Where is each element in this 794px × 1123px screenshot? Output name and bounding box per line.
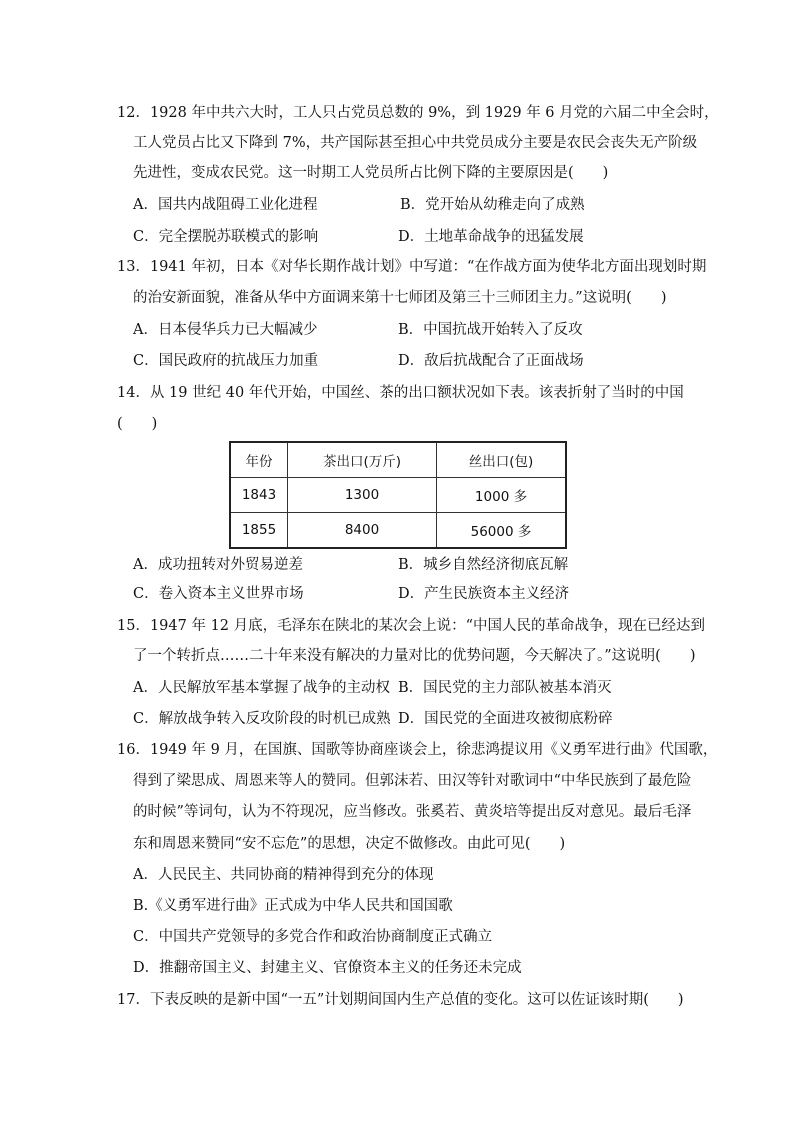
question-12-line-3: 先进性，变成农民党。这一时期工人党员所占比例下降的主要原因是( ) [133, 165, 609, 181]
question-15-option-c[interactable]: C．解放战争转入反攻阶段的时机已成熟 [133, 711, 391, 727]
table-cell: 1300 [288, 478, 437, 513]
question-15-line-2: 了一个转折点……二十年来没有解决的力量对比的优势问题，今天解决了。”这说明( ) [133, 648, 696, 664]
question-13-line-1: 13．1941 年初，日本《对华长期作战计划》中写道：“在作战方面为使华北方面出现划时期 [117, 259, 707, 275]
question-16-option-c[interactable]: C．中国共产党领导的多党合作和政治协商制度正式确立 [133, 929, 493, 945]
question-14-option-a[interactable]: A．成功扭转对外贸易逆差 [133, 557, 303, 573]
question-14-option-c[interactable]: C．卷入资本主义世界市场 [133, 586, 304, 602]
table-header-silk: 丝出口(包) [437, 442, 567, 478]
export-table [229, 441, 567, 549]
table-row [230, 513, 566, 549]
table-cell: 8400 [288, 513, 437, 549]
table-header-row [230, 442, 566, 478]
question-17-line-1: 17．下表反映的是新中国“一五”计划期间国内生产总值的变化。这可以佐证该时期( ) [117, 992, 684, 1008]
table-cell: 56000 多 [437, 513, 567, 549]
question-12-option-d[interactable]: D．土地革命战争的迅猛发展 [398, 229, 584, 245]
question-16-line-3: 的时候”等词句，认为不符现况，应当修改。张奚若、黄炎培等提出反对意见。最后毛泽 [133, 804, 692, 820]
table-row [230, 478, 566, 513]
question-16-line-2: 得到了梁思成、周恩来等人的赞同。但郭沫若、田汉等针对歌词中“中华民族到了最危险 [133, 773, 692, 789]
question-16-line-4: 东和周恩来赞同“安不忘危”的思想，决定不做修改。由此可见( ) [133, 836, 566, 852]
question-12-line-1: 12．1928 年中共六大时，工人只占党员总数的 9%，到 1929 年 6 月党的六届二中全会时， [117, 105, 719, 121]
question-13-option-b[interactable]: B．中国抗战开始转入了反攻 [398, 322, 583, 338]
question-14-line-2: ( ) [117, 416, 158, 432]
question-14-option-d[interactable]: D．产生民族资本主义经济 [398, 586, 570, 602]
question-15-option-a[interactable]: A．人民解放军基本掌握了战争的主动权 [133, 680, 390, 696]
question-15-option-b[interactable]: B．国民党的主力部队被基本消灭 [398, 680, 612, 696]
question-12-option-b[interactable]: B．党开始从幼稚走向了成熟 [400, 197, 585, 213]
question-12-line-2: 工人党员占比又下降到 7%，共产国际甚至担心中共党员成分主要是农民会丧失无产阶级 [133, 135, 698, 151]
table-cell: 1855 [230, 513, 288, 549]
question-15-option-d[interactable]: D．国民党的全面进攻被彻底粉碎 [398, 711, 613, 727]
table-cell: 1843 [230, 478, 288, 513]
table-header-year: 年份 [230, 442, 288, 478]
question-13-option-d[interactable]: D．敌后抗战配合了正面战场 [398, 353, 584, 369]
question-14-line-1: 14．从 19 世纪 40 年代开始，中国丝、茶的出口额状况如下表。该表折射了当时的中国 [117, 385, 684, 401]
question-16-line-1: 16．1949 年 9 月，在国旗、国歌等协商座谈会上，徐悲鸿提议用《义勇军进行曲》代国歌， [117, 742, 718, 758]
table-header-tea: 茶出口(万斤) [288, 442, 437, 478]
question-15-line-1: 15．1947 年 12 月底，毛泽东在陕北的某次会上说：“中国人民的革命战争，现在已经达到 [117, 618, 706, 634]
question-13-option-c[interactable]: C．国民政府的抗战压力加重 [133, 353, 319, 369]
question-16-option-d[interactable]: D．推翻帝国主义、封建主义、官僚资本主义的任务还未完成 [133, 960, 522, 976]
table-cell: 1000 多 [437, 478, 567, 513]
question-13-line-2: 的治安新面貌，准备从华中方面调来第十七师团及第三十三师团主力。”这说明( ) [133, 290, 667, 306]
question-13-option-a[interactable]: A．日本侵华兵力已大幅减少 [133, 322, 318, 338]
question-12-option-c[interactable]: C．完全摆脱苏联模式的影响 [133, 229, 319, 245]
question-14-option-b[interactable]: B．城乡自然经济彻底瓦解 [398, 557, 569, 573]
question-16-option-b[interactable]: B.《义勇军进行曲》正式成为中华人民共和国国歌 [133, 898, 453, 914]
question-12-option-a[interactable]: A．国共内战阻碍工业化进程 [133, 197, 318, 213]
question-16-option-a[interactable]: A．人民民主、共同协商的精神得到充分的体现 [133, 867, 434, 883]
